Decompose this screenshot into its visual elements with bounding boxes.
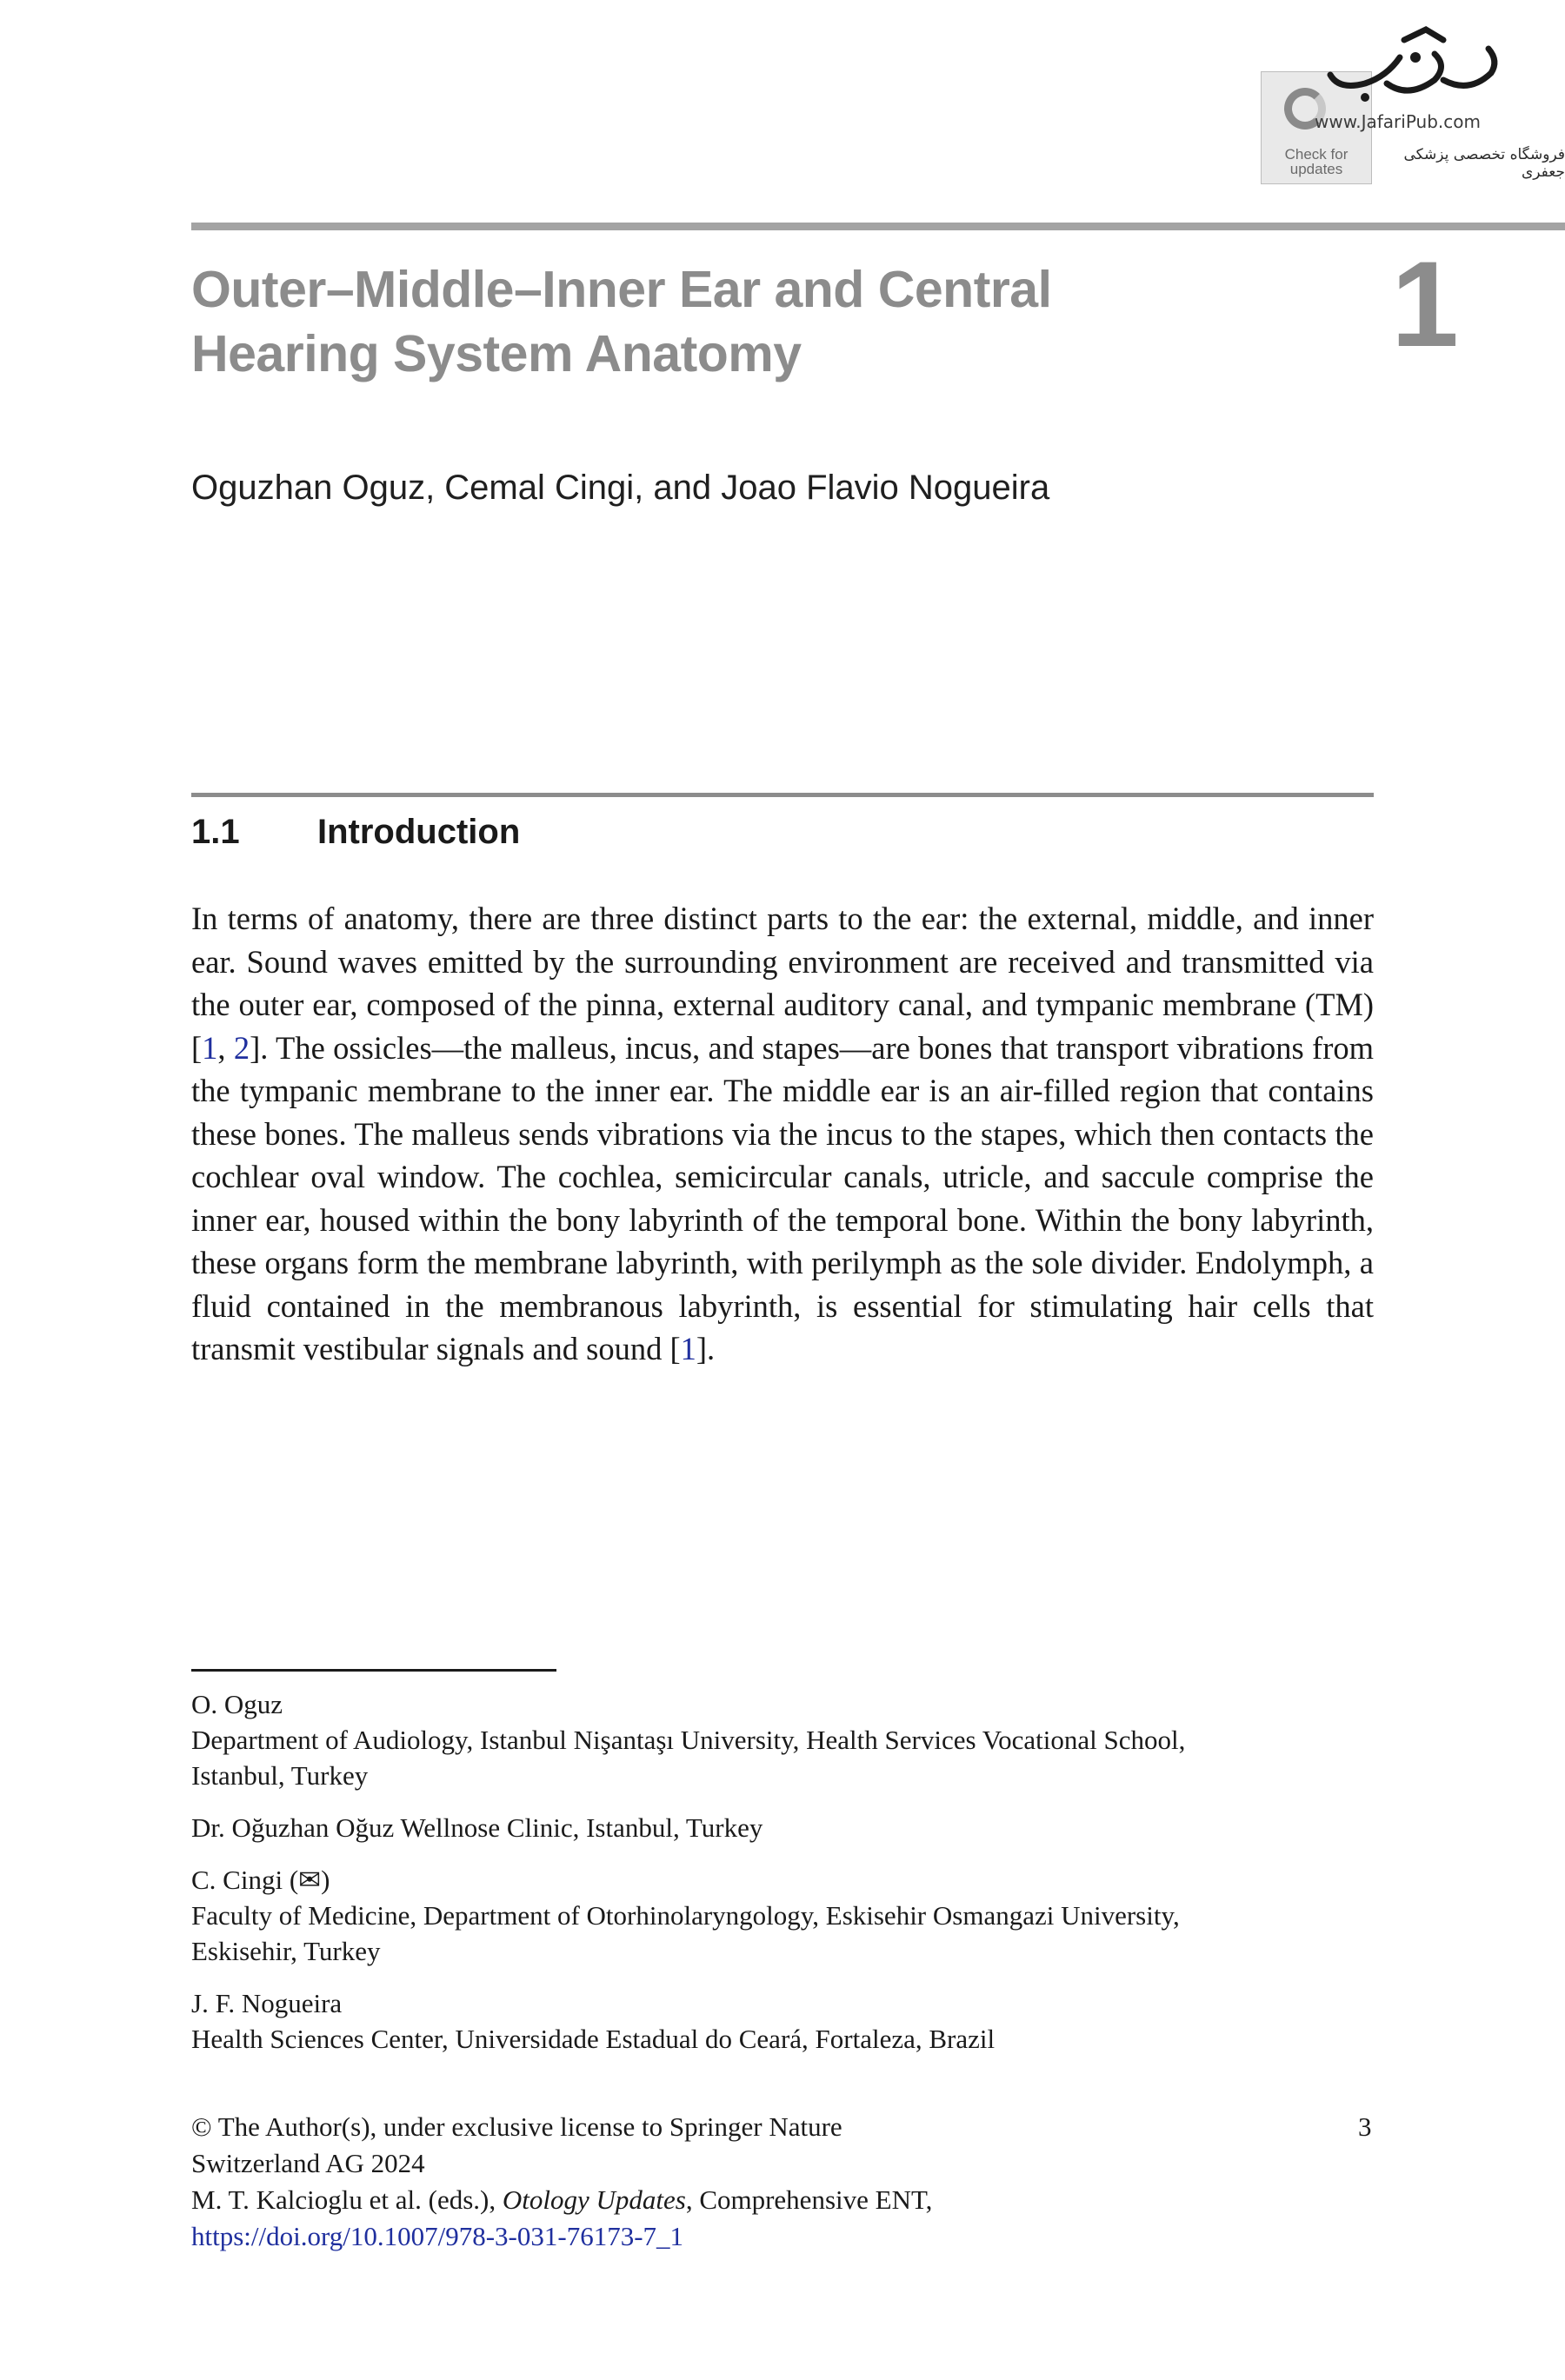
affiliation-line: Department of Audiology, Istanbul Nişantaşı University, Health Services Vocational School, <box>191 1725 1186 1755</box>
affiliation-line: Faculty of Medicine, Department of Otorhinolaryngology, Eskisehir Osmangazi University, <box>191 1900 1180 1931</box>
chapter-title-line: Outer–Middle–Inner Ear and Central <box>191 261 1052 318</box>
affiliation-line: Eskisehir, Turkey <box>191 1936 381 1966</box>
intro-paragraph <box>191 897 1374 1371</box>
section-number: 1.1 <box>191 813 240 851</box>
affiliation-entry <box>191 1810 1374 1845</box>
book-citation <box>191 2182 1061 2218</box>
book-title: Otology Updates <box>502 2184 686 2215</box>
citation-link[interactable]: 1 <box>202 1029 218 1066</box>
page-number: 3 <box>1358 2111 1372 2142</box>
intro-text-segment: ]. The ossicles—the malleus, incus, and stapes—are bones that transport vibrations from the tympanic membrane to the inner ear. The middle ear is an air-filled region that contains these bones. The malleus sends vibrations via the incus to the stapes, which then contacts the cochlear oval window. The cochlea, semicircular canals, utricle, and saccule comprise the inner ear, housed within the bony labyrinth of the temporal bone. Within the bony labyrinth, these organs form the membrane labyrinth, with perilymph as the sole divider. Endolymph, a fluid contained in the membranous labyrinth, is essential for stimulating hair cells that transmit vestibular signals and sound [ <box>191 1029 1374 1366</box>
intro-text-segment: In terms of anatomy, there are three distinct parts to the ear: the external, middle, and inner ear. Sound waves emitted by the surrounding environment are received and transmitted via the outer ear, composed of the pinna, external auditory canal, and tympanic membrane (TM) [ <box>191 901 1374 1066</box>
doi-link[interactable]: https://doi.org/10.1007/978-3-031-76173-7_1 <box>191 2221 684 2251</box>
affiliation-author: O. Oguz <box>191 1689 283 1719</box>
citation-link[interactable]: 2 <box>233 1029 250 1066</box>
affiliation-author: J. F. Nogueira <box>191 1988 343 2018</box>
chapter-top-rule <box>191 223 1565 230</box>
section-rule <box>191 793 1374 797</box>
intro-text-segment: , <box>217 1029 234 1066</box>
citation-editors: M. T. Kalcioglu et al. (eds.), <box>191 2184 503 2215</box>
section-heading <box>191 810 520 854</box>
affiliation-line: Istanbul, Turkey <box>191 1760 369 1791</box>
check-for-updates-label: Check for updates <box>1284 146 1349 177</box>
affiliation-entry <box>191 1686 1374 1793</box>
copyright-block <box>191 2109 1061 2255</box>
affiliation-entry <box>191 1862 1374 1969</box>
chapter-number: 1 <box>1391 236 1459 372</box>
watermark-store-text: فروشگاه تخصصی پزشکی جعفری <box>1403 146 1565 181</box>
affiliation-line: Dr. Oğuzhan Oğuz Wellnose Clinic, Istanbul, Turkey <box>191 1812 763 1843</box>
copyright-line: Switzerland AG 2024 <box>191 2148 425 2178</box>
chapter-authors: Oguzhan Oguz, Cemal Cingi, and Joao Flavio Nogueira <box>191 469 1050 507</box>
citation-series: , Comprehensive ENT, <box>685 2184 933 2215</box>
section-title: Introduction <box>317 813 521 851</box>
watermark-url[interactable]: www.JafariPub.com <box>1315 111 1481 132</box>
chapter-title <box>191 257 1235 386</box>
footnote-rule <box>191 1669 556 1672</box>
chapter-title-line: Hearing System Anatomy <box>191 325 802 382</box>
publisher-logo-icon <box>1304 23 1504 110</box>
intro-text-segment: ]. <box>696 1331 716 1366</box>
affiliations-block <box>191 1686 1374 2073</box>
affiliation-entry <box>191 1985 1374 2057</box>
affiliation-author: C. Cingi (✉) <box>191 1865 330 1895</box>
affiliation-line: Health Sciences Center, Universidade Estadual do Ceará, Fortaleza, Brazil <box>191 2024 996 2054</box>
citation-link[interactable]: 1 <box>680 1331 696 1366</box>
copyright-line: © The Author(s), under exclusive license to Springer Nature <box>191 2111 842 2142</box>
